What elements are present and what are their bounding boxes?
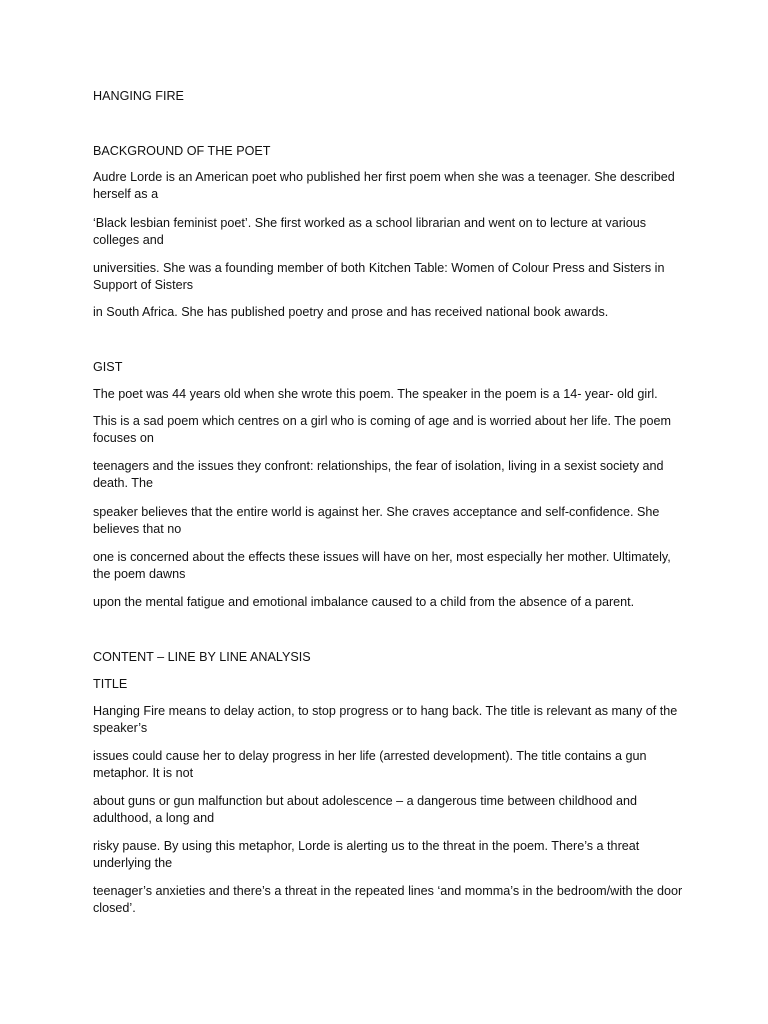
paragraph: issues could cause her to delay progress in her life (arrested development). The title contains a gun metaphor. It is not <box>93 749 647 780</box>
paragraph: teenagers and the issues they confront: relationships, the fear of isolation, living in a sexist society and death. The <box>93 459 664 490</box>
paragraph: one is concerned about the effects these issues will have on her, most especially her mother. Ultimately, the poem dawns <box>93 550 671 581</box>
paragraph: about guns or gun malfunction but about adolescence – a dangerous time between childhood and adulthood, a long and <box>93 794 638 825</box>
paragraph: This is a sad poem which centres on a girl who is coming of age and is worried about her life. The poem focuses on <box>93 414 671 445</box>
section-heading-background: BACKGROUND OF THE POET <box>93 144 271 158</box>
paragraph: universities. She was a founding member of both Kitchen Table: Women of Colour Press and Sisters in Support of Sisters <box>93 261 665 292</box>
paragraph: The poet was 44 years old when she wrote this poem. The speaker in the poem is a 14- year- old girl. <box>93 387 658 401</box>
section-heading-content: CONTENT – LINE BY LINE ANALYSIS <box>93 650 311 664</box>
section-heading-gist: GIST <box>93 360 123 374</box>
section-subheading-title: TITLE <box>93 677 128 691</box>
document-page <box>93 0 683 1024</box>
paragraph: teenager’s anxieties and there’s a threat in the repeated lines ‘and momma’s in the bedroom/with the door closed’. <box>93 884 683 915</box>
paragraph: Audre Lorde is an American poet who published her first poem when she was a teenager. She described herself as a <box>93 170 675 201</box>
paragraph: in South Africa. She has published poetry and prose and has received national book awards. <box>93 305 609 319</box>
paragraph: risky pause. By using this metaphor, Lorde is alerting us to the threat in the poem. There’s a threat underlying the <box>93 839 640 870</box>
paragraph: speaker believes that the entire world is against her. She craves acceptance and self-confidence. She believes that no <box>93 505 660 536</box>
paragraph: upon the mental fatigue and emotional imbalance caused to a child from the absence of a parent. <box>93 595 635 609</box>
paragraph: ‘Black lesbian feminist poet’. She first worked as a school librarian and went on to lecture at various colleges and <box>93 216 647 247</box>
paragraph: Hanging Fire means to delay action, to stop progress or to hang back. The title is relevant as many of the speaker’s <box>93 704 678 735</box>
document-title: HANGING FIRE <box>93 89 184 103</box>
